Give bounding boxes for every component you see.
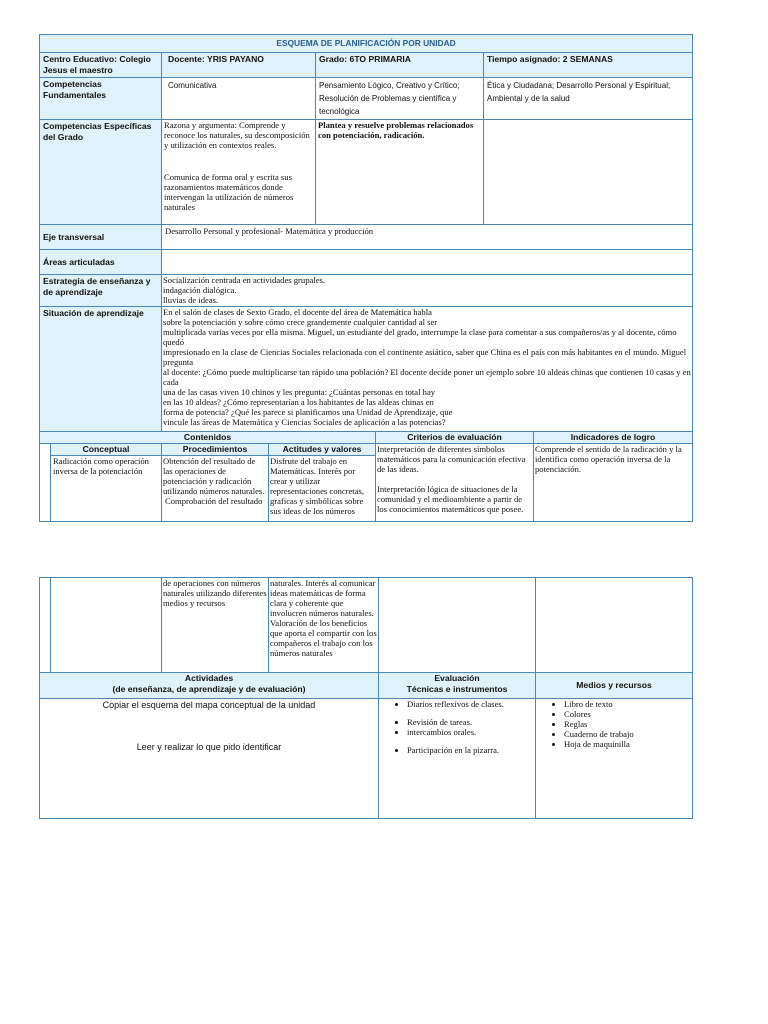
indicadores-value: Comprende el sentido de la radicación y la identifica como operación inversa de la potenciación. <box>534 444 693 522</box>
actividades-header-line1: Actividades <box>184 673 234 683</box>
estrategia-line: lluvias de ideas. <box>163 295 219 305</box>
procedimientos-cont: de operaciones con números naturales utilizando diferentes medios y recursos <box>162 578 269 673</box>
situacion-line: vincule las áreas de Matemática y Ciencias Sociales de aplicación a las potencias? <box>163 417 446 427</box>
medios-item: • Hoja de maquinilla <box>564 739 692 749</box>
competencias-fundamentales-label: Competencias Fundamentales <box>40 78 162 120</box>
competencia-especifica-3 <box>484 120 693 225</box>
contenidos-header: Contenidos <box>40 432 376 444</box>
evaluacion-item: • Revisión de tareas. <box>407 717 535 727</box>
situacion-line: En el salón de clases de Sexto Grado, el docente del área de Matemática habla <box>163 307 432 317</box>
criterio-2: Interpretación lógica de situaciones de la comunidad y el medioambiente a partir de los conocimientos matemáticos que posee. <box>377 484 524 514</box>
docente: Docente: YRIS PAYANO <box>162 53 316 78</box>
medios-item: • Libro de texto <box>564 699 692 709</box>
evaluacion-header-line2: Técnicas e instrumentos <box>406 684 508 694</box>
procedimientos-header: Procedimientos <box>162 444 269 456</box>
situacion-value <box>162 307 693 432</box>
evaluacion-item: • Diarios reflexivos de clases. <box>407 699 535 709</box>
areas-articuladas-label: Áreas articuladas <box>40 250 162 275</box>
evaluacion-header <box>379 673 536 699</box>
competencias-especificas-label: Competencias Específicas del Grado <box>40 120 162 225</box>
actitudes-value: Disfrute del trabajo en Matemáticas. Interés por crear y utilizar representaciones concretas, graficas y simbólicas sobre sus ideas de los números <box>269 456 376 522</box>
criterio-1: Interpretación de diferentes símbolos matemáticos para la comunicación efectiva de las ideas. <box>377 444 526 474</box>
situacion-line: impresionado en la clase de Ciencias Sociales relacionada con el continente asiático, saber que China es el país con más habitantes en el mundo. Miguel pregunta <box>163 347 687 367</box>
medios-item: • Cuaderno de trabajo <box>564 729 692 739</box>
situacion-line: una de las casas viven 10 chinos y les pregunta: ¿Cuántas personas en total hay <box>163 387 436 397</box>
criterios-cont <box>379 578 536 673</box>
evaluacion-header-line1: Evaluación <box>434 673 480 683</box>
planning-table-continued <box>39 577 693 819</box>
page-title: ESQUEMA DE PLANIFICACIÓN POR UNIDAD <box>40 35 693 53</box>
estrategia-label: Estrategia de enseñanza y de aprendizaje <box>40 275 162 307</box>
estrategia-line: Socialización centrada en actividades grupales. <box>163 275 326 285</box>
conceptual-cont <box>51 578 162 673</box>
actividades-value <box>40 699 379 819</box>
conceptual-value: Radicación como operación inversa de la potenciación <box>51 456 162 522</box>
competencia-pensamiento: Pensamiento Lógico, Creativo y Crítico; Resolución de Problemas y científica y tecnológica <box>316 78 484 120</box>
actividad-2: Leer y realizar lo que pido identificar <box>136 742 282 752</box>
eje-transversal-value: Desarrollo Personal y profesional- Matemática y producción <box>162 225 693 250</box>
indicadores-cont <box>536 578 693 673</box>
situacion-label: Situación de aprendizaje <box>40 307 162 432</box>
conceptual-header: Conceptual <box>51 444 162 456</box>
situacion-line: en las 10 aldeas? ¿Cómo representarían a los habitantes de las aldeas chinas en <box>163 397 434 407</box>
criterios-value <box>376 444 534 522</box>
grado: Grado: 6TO PRIMARIA <box>316 53 484 78</box>
situacion-line: sobre la potenciación y sobre cómo crece grandemente cualquier cantidad al ser <box>163 317 438 327</box>
medios-value <box>536 699 693 819</box>
planning-table <box>39 34 693 522</box>
medios-item: • Colores <box>564 709 692 719</box>
margin-cell <box>40 444 51 522</box>
competencia-especifica-2: Plantea y resuelve problemas relacionados con potenciación, radicación. <box>316 120 484 225</box>
evaluacion-value <box>379 699 536 819</box>
areas-articuladas-value <box>162 250 693 275</box>
actitudes-header: Actitudes y valores <box>269 444 376 456</box>
competencia-comunicativa: Comunicativa <box>162 78 316 120</box>
margin-cell <box>40 578 51 673</box>
situacion-line: al docente: ¿Cómo puede multiplicarse tan rápido una población? El docente decide poner un ejemplo sobre 10 aldeas chinas que contienen 10 casas y en cada <box>163 367 691 387</box>
evaluacion-item: • intercambios orales. <box>407 727 535 737</box>
situacion-line: forma de potencia? ¿Qué les parece si planificamos una Unidad de Aprendizaje, que <box>163 407 453 417</box>
procedimiento-2: Comprobación del resultado <box>165 496 263 506</box>
medios-list <box>536 699 692 749</box>
evaluacion-item: • Participación en la pizarra. <box>407 745 535 755</box>
competencia-especifica-1 <box>162 120 316 225</box>
procedimientos-value <box>162 456 269 522</box>
competencia-especifica-1a: Razona y argumenta: Comprende y reconoce los naturales, su descomposición y utilización en contextos reales. <box>164 120 310 150</box>
medios-item: • Reglas <box>564 719 692 729</box>
situacion-line: multiplicada varias veces por ella misma. Miguel, un estudiante del grado, interrumpe la clase para comentar a sus compañeros/as y al docente, cómo quedó <box>163 327 677 347</box>
indicadores-header: Indicadores de logro <box>534 432 693 444</box>
tiempo-asignado: Tiempo asignado: 2 SEMANAS <box>484 53 693 78</box>
evaluacion-list <box>379 699 535 755</box>
actividades-header <box>40 673 379 699</box>
actitudes-cont: naturales. Interés al comunicar ideas matemáticas de forma clara y coherente que involucren números naturales. Valoración de los beneficios que aporta el compartir con los compañeros el trabajo con los números naturales <box>269 578 379 673</box>
competencia-especifica-1b: Comunica de forma oral y escrita sus razonamientos matemáticos donde intervengan la utilización de números naturales <box>164 172 294 212</box>
eje-transversal-label: Eje transversal <box>40 225 162 250</box>
medios-header: Medios y recursos <box>536 673 693 699</box>
estrategia-line: indagación dialógica. <box>163 285 237 295</box>
criterios-header: Criterios de evaluación <box>376 432 534 444</box>
competencia-etica: Ética y Ciudadana; Desarrollo Personal y Espiritual; Ambiental y de la salud <box>484 78 693 120</box>
actividad-1: Copiar el esquema del mapa conceptual de la unidad <box>102 700 316 710</box>
centro-educativo: Centro Educativo: Colegio Jesus el maestro <box>40 53 162 78</box>
estrategia-value <box>162 275 693 307</box>
procedimiento-1: Obtención del resultado de las operaciones de potenciación y radicación utilizando números naturales. <box>163 456 265 496</box>
actividades-header-line2: (de enseñanza, de aprendizaje y de evaluación) <box>112 684 306 694</box>
